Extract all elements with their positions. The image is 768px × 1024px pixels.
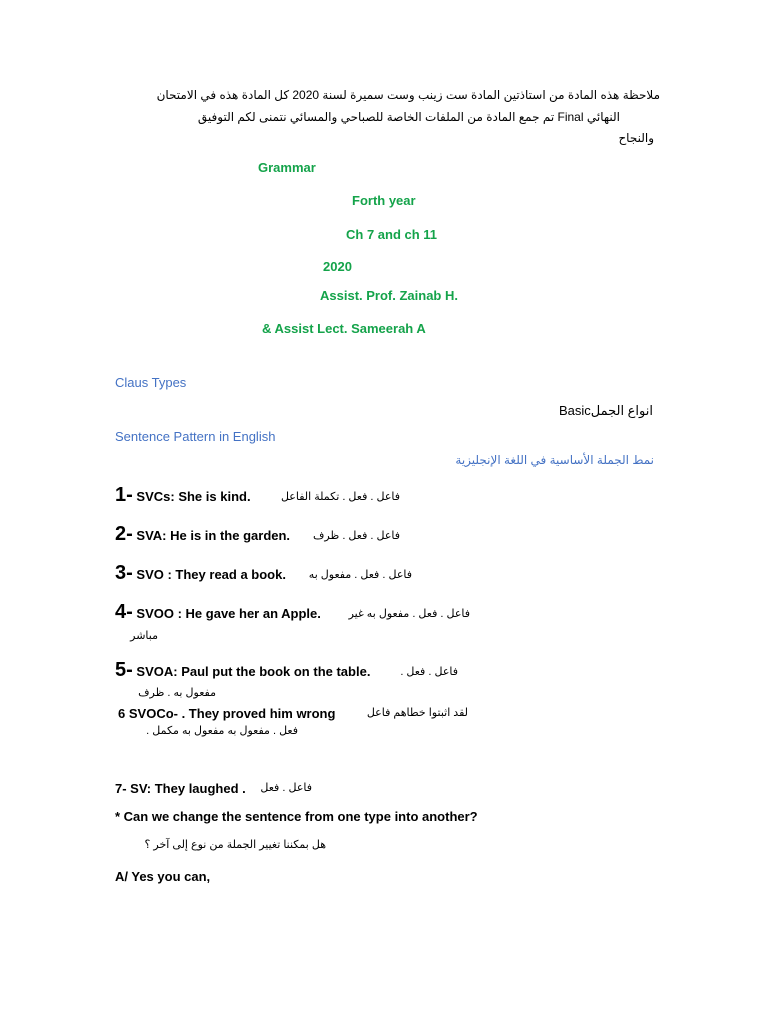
- pattern-1-arabic: فاعل . فعل . تكملة الفاعل: [280, 491, 400, 503]
- basic-arabic-text: Basicانواع الجمل: [558, 403, 653, 418]
- pattern-text: SVOO : He gave her an Apple.: [136, 606, 321, 621]
- question-text: * Can we change the sentence from one type into another?: [115, 809, 478, 824]
- note-line-2: النهائي Final تم جمع المادة من الملفات الخاصة للصباحي والمسائي نتمنى لكم التوفيق: [197, 110, 620, 124]
- pattern-6: [118, 706, 335, 721]
- answer-text: A/ Yes you can,: [115, 869, 211, 884]
- year-title: Forth year: [352, 193, 416, 208]
- pattern-text: SVOA: Paul put the book on the table.: [136, 664, 371, 679]
- pattern-text: SVOCo- . They proved him wrong: [128, 706, 336, 721]
- note-line-3: والنجاح: [618, 131, 654, 145]
- pattern-6-arabic-cont: فعل . مفعول به مفعول به مكمل .: [146, 725, 298, 737]
- subject-title: Grammar: [258, 160, 316, 175]
- pattern-1: [115, 484, 251, 507]
- pattern-number: 6: [118, 706, 126, 721]
- pattern-text: SVA: He is in the garden.: [136, 528, 291, 543]
- pattern-4-arabic-cont: مباشر: [130, 630, 158, 642]
- basic-types-arabic: [559, 403, 653, 419]
- pattern-text: SVO : They read a book.: [136, 567, 286, 582]
- pattern-number: 1-: [115, 484, 133, 506]
- question-arabic: هل بمكننا تغيير الجملة من نوع إلى آخر ؟: [144, 839, 326, 851]
- pattern-number: 3-: [115, 562, 133, 584]
- pattern-3-arabic: فاعل . فعل . مفعول به: [308, 569, 412, 581]
- pattern-number: 4-: [115, 601, 133, 623]
- date-title: 2020: [323, 259, 352, 274]
- pattern-6-arabic: لقد اثبتوا خطاهم فاعل: [366, 707, 468, 719]
- pattern-7-arabic: فاعل . فعل: [260, 782, 312, 794]
- pattern-5-arabic: فاعل . فعل .: [400, 666, 458, 678]
- sentence-pattern-arabic: نمط الجملة الأساسية في اللغة الإنجليزية: [455, 453, 654, 467]
- sentence-pattern-heading: Sentence Pattern in English: [115, 429, 276, 444]
- pattern-5: [115, 659, 370, 682]
- chapters-title: Ch 7 and ch 11: [346, 227, 438, 242]
- pattern-5-arabic-cont: مفعول به . ظرف: [138, 687, 216, 699]
- pattern-text: SVCs: She is kind.: [136, 489, 251, 504]
- author-2: & Assist Lect. Sameerah A: [262, 321, 426, 336]
- author-1: Assist. Prof. Zainab H.: [320, 288, 458, 303]
- pattern-2: [115, 523, 290, 546]
- pattern-4-arabic: فاعل . فعل . مفعول به غير: [348, 608, 470, 620]
- pattern-7: 7- SV: They laughed .: [115, 781, 246, 796]
- claus-types-heading: Claus Types: [115, 375, 187, 390]
- pattern-number: 2-: [115, 523, 133, 545]
- note-line-1: ملاحظة هذه المادة من استاذتين المادة ست زينب وست سميرة لسنة 2020 كل المادة هذه في الامتحان: [156, 88, 660, 102]
- pattern-3: [115, 562, 286, 585]
- pattern-2-arabic: فاعل . فعل . ظرف: [313, 530, 400, 542]
- pattern-4: [115, 601, 321, 624]
- pattern-number: 5-: [115, 659, 133, 681]
